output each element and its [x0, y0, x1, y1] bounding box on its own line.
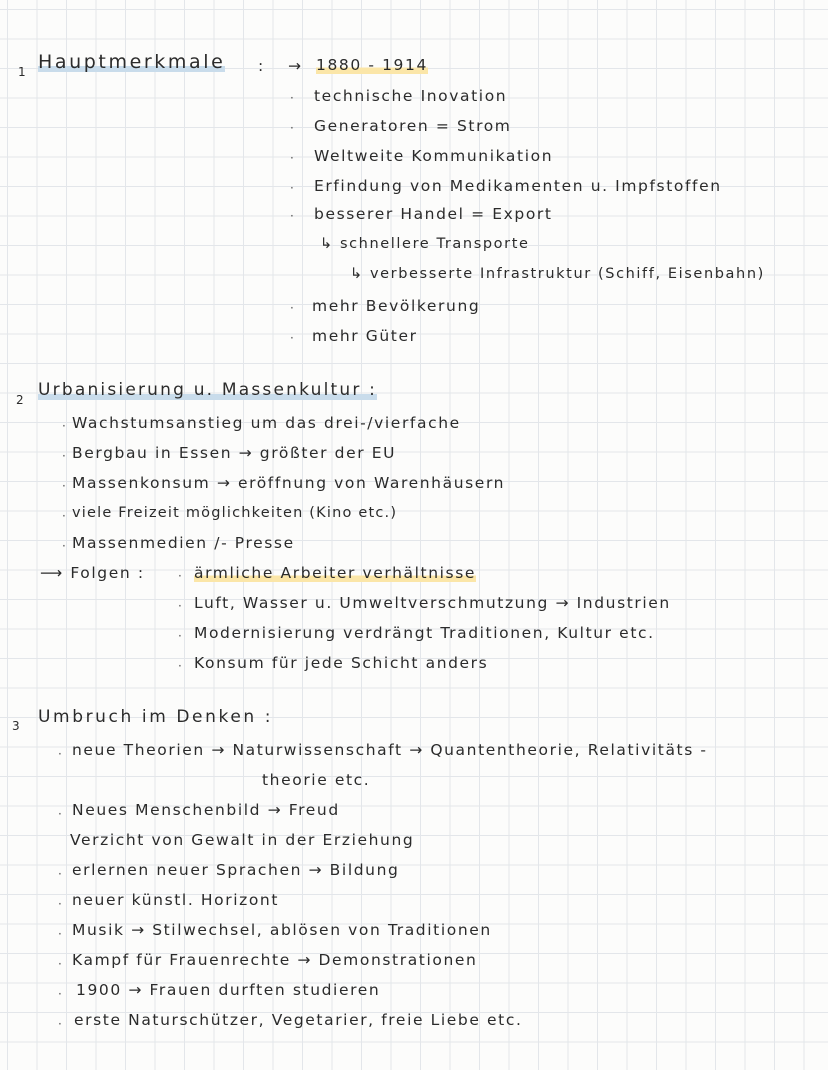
list-item: Erfindung von Medikamenten u. Impfstoffen	[314, 177, 722, 195]
section-number: 1	[18, 65, 26, 79]
list-item: Modernisierung verdrängt Traditionen, Kultur etc.	[194, 624, 655, 642]
bullet-icon: ·	[290, 181, 294, 195]
section-number: 3	[12, 719, 20, 733]
section-heading: Hauptmerkmale	[38, 51, 226, 73]
list-item: 1900 → Frauen durften studieren	[76, 981, 381, 999]
bullet-icon: ·	[58, 1017, 62, 1031]
list-item: Kampf für Frauenrechte → Demonstrationen	[72, 951, 478, 969]
section-heading: Umbruch im Denken :	[38, 707, 274, 727]
bullet-icon: ·	[58, 867, 62, 881]
bullet-icon: ·	[290, 121, 294, 135]
bullet-icon: ·	[62, 419, 66, 433]
bullet-icon: ·	[58, 957, 62, 971]
bullet-icon: ·	[178, 659, 182, 673]
list-item: erlernen neuer Sprachen → Bildung	[72, 861, 400, 879]
bullet-icon: ·	[58, 987, 62, 1001]
bullet-icon: ·	[290, 91, 294, 105]
list-item: Massenmedien /- Presse	[72, 534, 295, 552]
list-item: technische Inovation	[314, 87, 508, 105]
bullet-icon: ·	[62, 449, 66, 463]
list-item: Wachstumsanstieg um das drei-/vierfache	[72, 414, 461, 432]
bullet-icon: ·	[178, 569, 182, 583]
list-item: Konsum für jede Schicht anders	[194, 654, 489, 672]
list-item: mehr Bevölkerung	[312, 297, 481, 315]
bullet-icon: ·	[58, 927, 62, 941]
bullet-icon: ·	[62, 539, 66, 553]
list-item: besserer Handel = Export	[314, 205, 553, 223]
list-item-continued: theorie etc.	[262, 771, 371, 789]
folgen-label: ⟶ Folgen :	[40, 564, 145, 582]
list-item: Luft, Wasser u. Umweltverschmutzung → Industrien	[194, 594, 671, 612]
list-item: neue Theorien → Naturwissenschaft → Quantentheorie, Relativitäts -	[72, 741, 708, 759]
bullet-icon: ·	[178, 629, 182, 643]
list-item: viele Freizeit möglichkeiten (Kino etc.)	[72, 505, 398, 521]
bullet-icon: ·	[58, 747, 62, 761]
list-item: Musik → Stilwechsel, ablösen von Traditionen	[72, 921, 492, 939]
bullet-icon: ·	[290, 151, 294, 165]
section-number: 2	[16, 393, 24, 407]
sub-item: ↳ schnellere Transporte	[320, 236, 530, 252]
arrow-icon: →	[288, 57, 303, 75]
bullet-icon: ·	[58, 897, 62, 911]
list-item: Weltweite Kommunikation	[314, 147, 554, 165]
list-item: Neues Menschenbild → Freud	[72, 801, 340, 819]
list-item: ärmliche Arbeiter verhältnisse	[194, 564, 477, 582]
section-heading: Urbanisierung u. Massenkultur :	[38, 380, 378, 400]
bullet-icon: ·	[290, 331, 294, 345]
bullet-icon: ·	[62, 509, 66, 523]
list-item: Generatoren = Strom	[314, 117, 512, 135]
sub-item: ↳ verbesserte Infrastruktur (Schiff, Eisenbahn)	[350, 266, 765, 282]
bullet-icon: ·	[178, 599, 182, 613]
list-item: neuer künstl. Horizont	[72, 891, 280, 909]
heading-colon: :	[258, 57, 265, 75]
list-item: mehr Güter	[312, 327, 418, 345]
bullet-icon: ·	[290, 301, 294, 315]
bullet-icon: ·	[58, 807, 62, 821]
list-item: erste Naturschützer, Vegetarier, freie Liebe etc.	[74, 1011, 523, 1029]
list-item: Verzicht von Gewalt in der Erziehung	[70, 831, 415, 849]
bullet-icon: ·	[62, 479, 66, 493]
list-item: Massenkonsum → eröffnung von Warenhäusern	[72, 474, 506, 492]
bullet-icon: ·	[290, 209, 294, 223]
list-item: Bergbau in Essen → größter der EU	[72, 444, 397, 462]
period-label: 1880 - 1914	[316, 56, 428, 74]
